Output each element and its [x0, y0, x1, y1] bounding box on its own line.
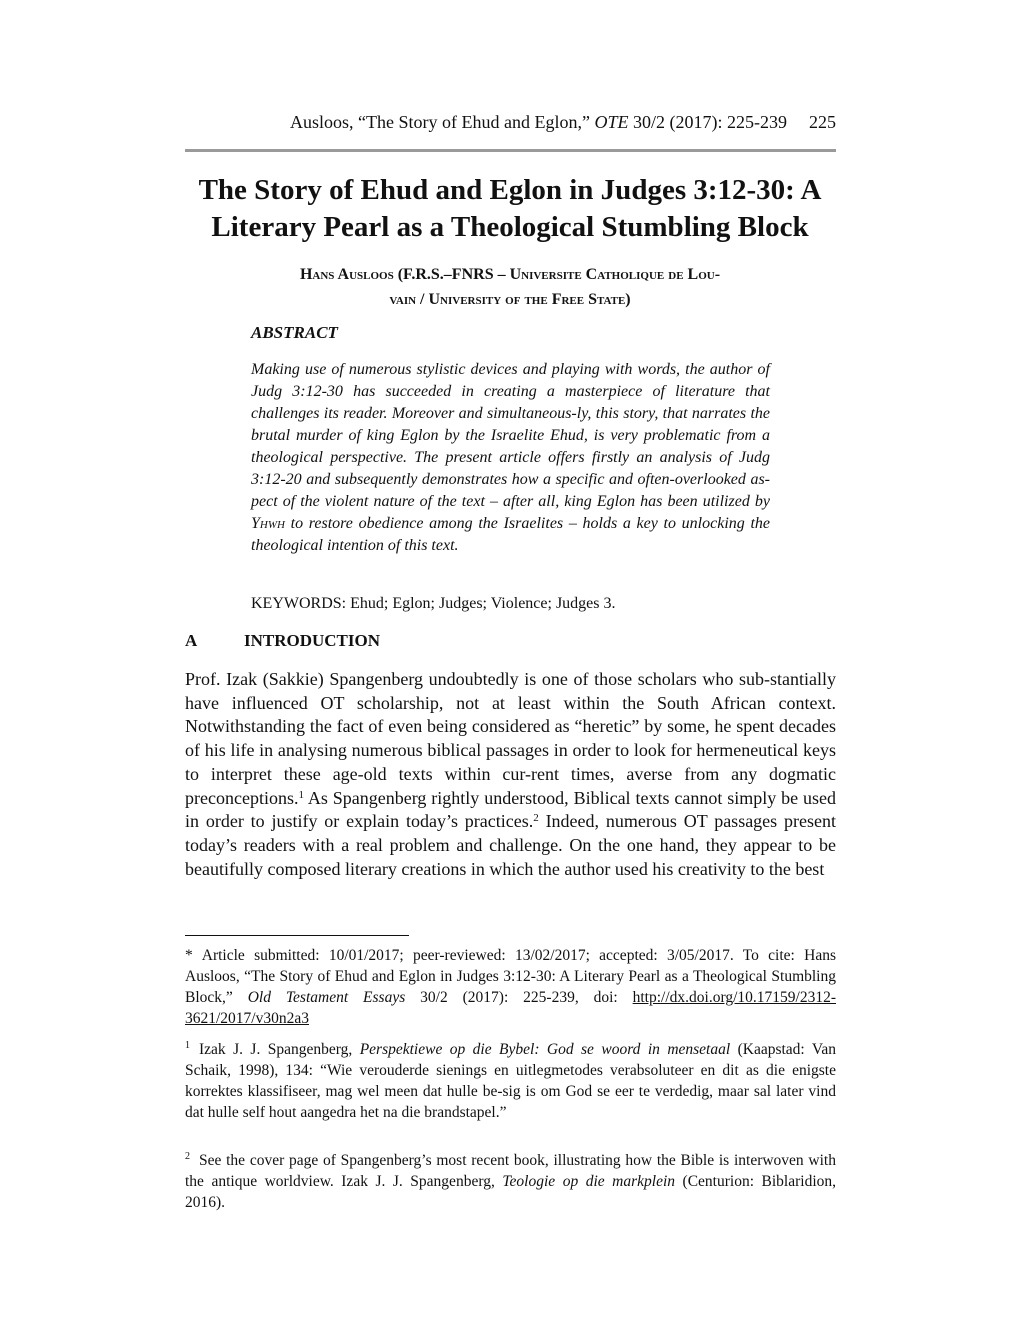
footnote-divider: [185, 935, 409, 936]
abstract-heading: ABSTRACT: [251, 323, 338, 342]
running-head-journal: OTE: [594, 112, 629, 132]
keywords: KEYWORDS: Ehud; Eglon; Judges; Violence; Judges 3.: [251, 595, 616, 612]
section-title: INTRODUCTION: [244, 631, 381, 650]
author-line-2: vain / University of the Free State): [389, 291, 631, 308]
section-heading: [185, 631, 380, 651]
footnote-2-rest: (Centurion: Biblaridion, 2016).: [185, 1173, 837, 1211]
footnote-ref-1[interactable]: 1: [298, 788, 304, 801]
title-line-1: The Story of Ehud and Eglon in Judges 3:12-30: A: [198, 174, 822, 206]
footnote-ref-2[interactable]: 2: [533, 812, 539, 825]
footnote-star-text: Article submitted: 10/01/2017; peer-reviewed: 13/02/2017; accepted: 3/05/2017. To cite: Hans Ausloos, “The Story of Ehud and Eglon in Judges 3:12-30: A Literary Pearl as a Theological Stumbling Block,”: [185, 947, 836, 1006]
abstract-text: [251, 359, 770, 557]
header-rule: [185, 149, 836, 152]
body-text-1: Prof. Izak (Sakkie) Spangenberg undoubtedly is one of those scholars who sub-stantially have influenced OT scholarship, not at least within the South African context. Notwithstanding the fact of even being considered as “heretic” by some, he spent decades of his life in analysing numerous biblical passages in order to look for hermeneutical keys to interpret these age-old texts within cur-rent times, averse from any dogmatic preconceptions.: [185, 669, 836, 808]
author-affiliation: [190, 262, 830, 312]
divine-name: Yhwh: [251, 515, 285, 532]
section-letter: A: [185, 631, 198, 650]
footnote-star: [185, 945, 836, 1029]
abstract-body-start: Making use of numerous stylistic devices and playing with words, the author of Judg 3:12-30 has succeeded in creating a masterpiece of literature that challenges its reader. Moreover and simultaneous-ly, this story, that narrates the brutal murder of king Eglon by the Israelite Ehud, is very problematic from a theological perspective. The present article offers firstly an analysis of Judg 3:12-20 and subsequently demonstrates how a specific and often-overlooked as-pect of the violent nature of the text – after all, king Eglon has been utilized by: [251, 361, 770, 510]
footnote-2: [185, 1150, 836, 1213]
footnote-star-mark: *: [185, 947, 193, 964]
footnote-star-citation: 30/2 (2017): 225-239, doi:: [405, 989, 633, 1006]
title-line-2: Literary Pearl as a Theological Stumbling Block: [211, 211, 809, 243]
footnote-1-book-title: Perspektiewe op die Bybel: God se woord in mensetaal: [359, 1041, 731, 1058]
author-line-1: Hans Ausloos (F.R.S.–FNRS – Universite Catholique de Lou-: [299, 266, 721, 283]
running-head: [185, 112, 836, 133]
doi-link[interactable]: http://dx.doi.org/10.17159/2312-3621/2017/v30n2a3: [185, 989, 836, 1027]
body-text-3: Indeed, numerous OT passages present today’s readers with a real problem and challenge. On the one hand, they appear to be beautifully composed literary creations in which the author used his creativity to the best: [185, 811, 836, 879]
running-head-volume: 30/2 (2017): 225-239: [628, 112, 787, 132]
footnote-1-author: Izak J. J. Spangenberg,: [199, 1041, 360, 1058]
footnote-1-mark: 1: [185, 1040, 190, 1051]
body-text-2: As Spangenberg rightly understood, Biblical texts cannot simply be used in order to justify or explain today’s practices.: [185, 787, 836, 832]
body-paragraph: [185, 668, 836, 881]
article-title: [170, 172, 850, 246]
footnote-1-text: (Kaapstad: Van Schaik, 1998), 134: “Wie verouderde sienings en uitlegmetodes verabsoluteer en dit as die enigste korrektes klassifiseer, mag wel meen dat hulle be-sig is om God se eer te verdedig, maar sal later vind dat hulle self hout aangedra het na die brandstapel.”: [185, 1041, 836, 1121]
running-head-citation: Ausloos, “The Story of Ehud and Eglon,”: [290, 112, 595, 132]
footnote-star-journal: Old Testament Essays: [247, 989, 406, 1006]
footnote-2-text: See the cover page of Spangenberg’s most recent book, illustrating how the Bible is interwoven with the antique worldview. Izak J. J. Spangenberg,: [185, 1152, 836, 1190]
page-number: 225: [809, 112, 836, 132]
footnote-1: [185, 1039, 836, 1123]
abstract-body-end: to restore obedience among the Israelites – holds a key to unlocking the theological intention of this text.: [251, 515, 770, 554]
footnote-2-book-title: Teologie op die markplein: [502, 1173, 676, 1190]
footnote-2-mark: 2: [185, 1151, 190, 1162]
